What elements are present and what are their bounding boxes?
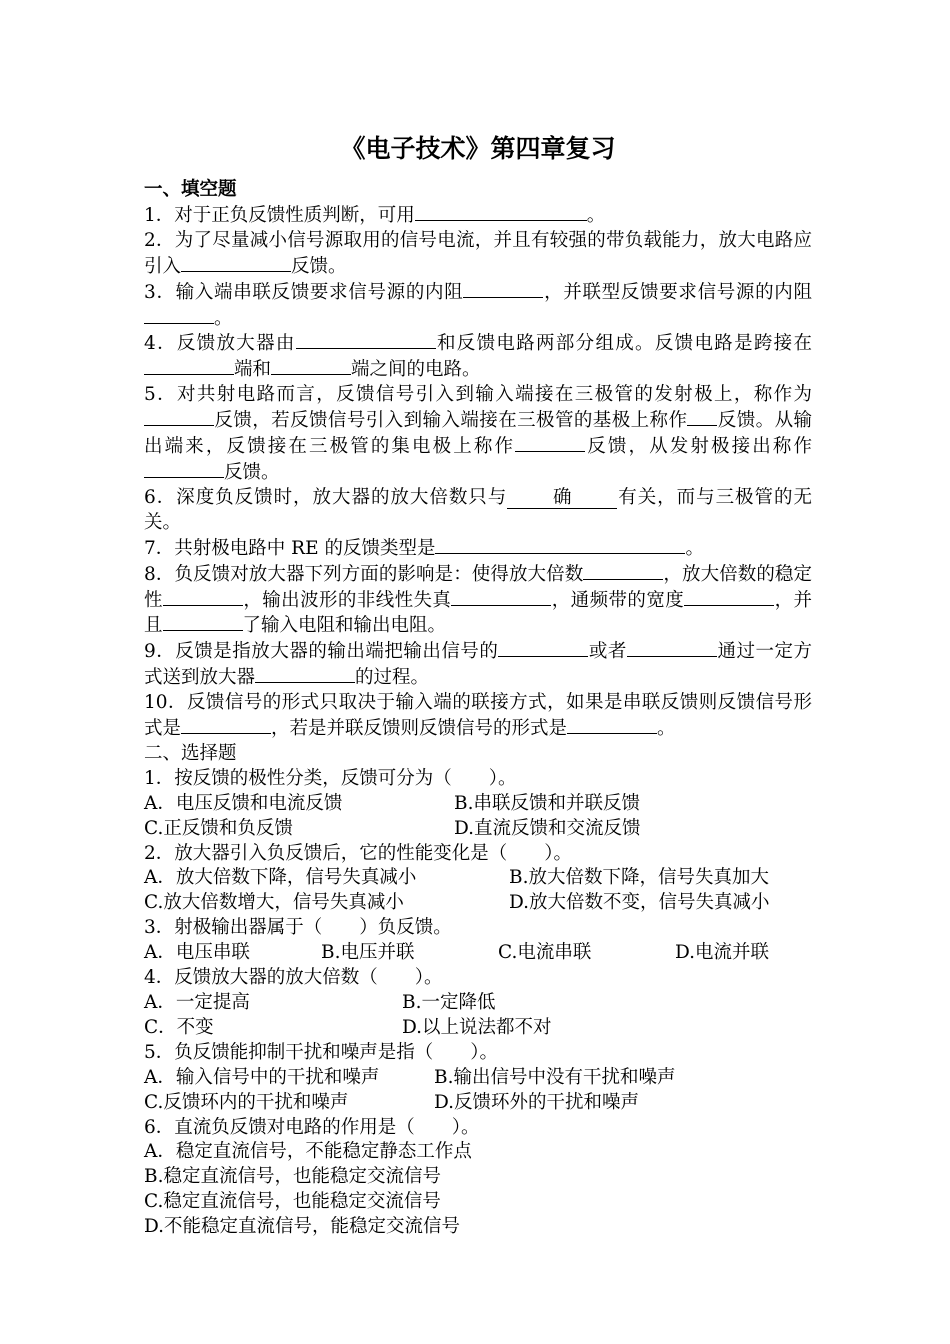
option-c[interactable]: C.正反馈和负反馈 [144,817,293,839]
choice-question-3-options [144,941,812,966]
option-d[interactable]: D.电流并联 [675,942,770,964]
choice-question-5-options-ab [144,1066,812,1091]
choice-question-2-stem: 2．放大器引入负反馈后，它的性能变化是（ ）。 [144,842,573,864]
choice-question-6-option-b[interactable]: B.稳定直流信号，也能稳定交流信号 [144,1166,441,1188]
answer-blank[interactable] [181,254,291,272]
choice-question-6-option-a[interactable]: A．稳定直流信号，不能稳定静态工作点 [144,1141,472,1163]
answer-blank[interactable] [181,716,271,734]
choice-question-5-stem: 5．负反馈能抑制干扰和噪声是指（ ）。 [144,1041,499,1063]
answer-blank[interactable] [144,357,234,375]
answer-blank[interactable] [515,434,585,452]
option-b[interactable]: B.一定降低 [402,992,496,1013]
answer-blank[interactable] [435,536,685,554]
option-b[interactable]: B.放大倍数下降，信号失真加大 [509,867,769,889]
choice-question-2-options-ab [144,866,812,891]
answer-blank[interactable] [271,357,351,375]
option-a[interactable]: A．输入信号中的干扰和噪声 [144,1066,380,1088]
answer-blank[interactable] [255,665,355,683]
fill-question-2: 2．为了尽量减小信号源取用的信号电流，并且有较强的带负载能力，放大电路应引入 反馈。 [144,229,812,277]
option-a[interactable]: A．放大倍数下降，信号失真减小 [144,867,417,889]
choice-question-6-option-d[interactable]: D.不能稳定直流信号，能稳定交流信号 [144,1216,461,1238]
answer-blank[interactable] [144,306,214,324]
option-b[interactable]: B.串联反馈和并联反馈 [454,792,640,814]
fill-question-3: 3．输入端串联反馈要求信号源的内阻 ，并联型反馈要求信号源的内阻。 [144,281,812,329]
fill-question-10: 10．反馈信号的形式只取决于输入端的联接方式，如果是串联反馈则反馈信号形式是 ，若是并联反馈则反馈信号的形式是 。 [144,692,812,740]
fill-question-4: 4．反馈放大器由 和反馈电路两部分组成。反馈电路是跨接在端和 端之间的电路。 [144,333,812,381]
answer-blank[interactable] [498,639,588,657]
choice-question-6-stem: 6．直流负反馈对电路的作用是（ ）。 [144,1116,480,1138]
answer-blank[interactable] [684,588,774,606]
option-d[interactable]: D.放大倍数不变，信号失真减小 [509,892,770,914]
option-d[interactable]: D.直流反馈和交流反馈 [454,817,641,839]
option-a[interactable]: A．电压串联 [144,942,250,964]
answer-blank[interactable] [163,613,243,631]
option-b[interactable]: B.电压并联 [321,942,415,964]
option-c[interactable]: C.电流串联 [498,942,592,964]
choice-question-1-options-cd [144,817,812,842]
section-heading-choice: 二、选择题 [144,742,237,764]
answer-blank[interactable] [583,562,663,580]
option-a[interactable]: A．电压反馈和电流反馈 [144,792,343,814]
option-a[interactable]: A．一定提高 [144,992,250,1013]
choice-question-1-stem: 1．按反馈的极性分类，反馈可分为（ ）。 [144,767,517,789]
answer-blank[interactable] [451,588,551,606]
choice-question-4-stem: 4．反馈放大器的放大倍数（ ）。 [144,967,443,989]
fill-question-5: 5．对共射电路而言，反馈信号引入到输入端接在三极管的发射极上，称作为反馈，若反馈信号引入到输入端接在三极管的基极上称作 反馈。从输出端来，反馈接在三极管的集电极上称作 反馈，从发射极接出称作反馈。 [144,384,812,483]
choice-question-3-stem: 3．射极输出器属于（ ）负反馈。 [144,917,452,939]
section-heading-fill-in: 一、填空题 [144,179,237,200]
page-title: 《电子技术》第四章复习 [340,134,616,163]
fill-question-9: 9．反馈是指放大器的输出端把输出信号的 或者 通过一定方式送到放大器 的过程。 [144,641,812,689]
fill-question-6: 6．深度负反馈时，放大器的放大倍数只与 确 有关，而与三极管的无关。 [144,486,812,533]
option-d[interactable]: D.以上说法都不对 [402,1016,552,1038]
choice-question-6-option-c[interactable]: C.稳定直流信号，也能稳定交流信号 [144,1191,441,1213]
answer-blank[interactable] [463,280,543,298]
document-page [144,128,812,1240]
choice-question-4-options-ab [144,991,812,1016]
answer-blank[interactable] [567,716,657,734]
fill-question-1: 1．对于正负反馈性质判断，可用 。 [144,204,606,226]
answer-blank[interactable] [627,639,717,657]
option-c[interactable]: C.反馈环内的干扰和噪声 [144,1091,349,1113]
answer-blank[interactable] [687,408,717,426]
option-d[interactable]: D.反馈环外的干扰和噪声 [434,1091,640,1113]
answer-blank[interactable] [415,203,587,221]
answer-blank[interactable] [163,588,243,606]
choice-question-4-options-cd [144,1016,812,1041]
option-c[interactable]: C．不变 [144,1016,214,1038]
answer-blank[interactable] [144,460,224,478]
option-b[interactable]: B.输出信号中没有干扰和噪声 [434,1066,676,1088]
option-c[interactable]: C.放大倍数增大，信号失真减小 [144,892,404,914]
answer-blank-filled[interactable]: 确 [507,488,617,509]
fill-question-8: 8．负反馈对放大器下列方面的影响是：使得放大倍数 ，放大倍数的稳定性 ，输出波形的非线性失真 ，通频带的宽度 ，并且 了输入电阻和输出电阻。 [144,563,812,637]
answer-blank[interactable] [296,331,436,349]
answer-blank[interactable] [144,408,214,426]
choice-question-2-options-cd [144,891,812,916]
choice-question-5-options-cd [144,1091,812,1116]
choice-question-1-options-ab [144,792,812,817]
fill-question-7: 7．共射极电路中 RE 的反馈类型是 。 [144,537,704,559]
